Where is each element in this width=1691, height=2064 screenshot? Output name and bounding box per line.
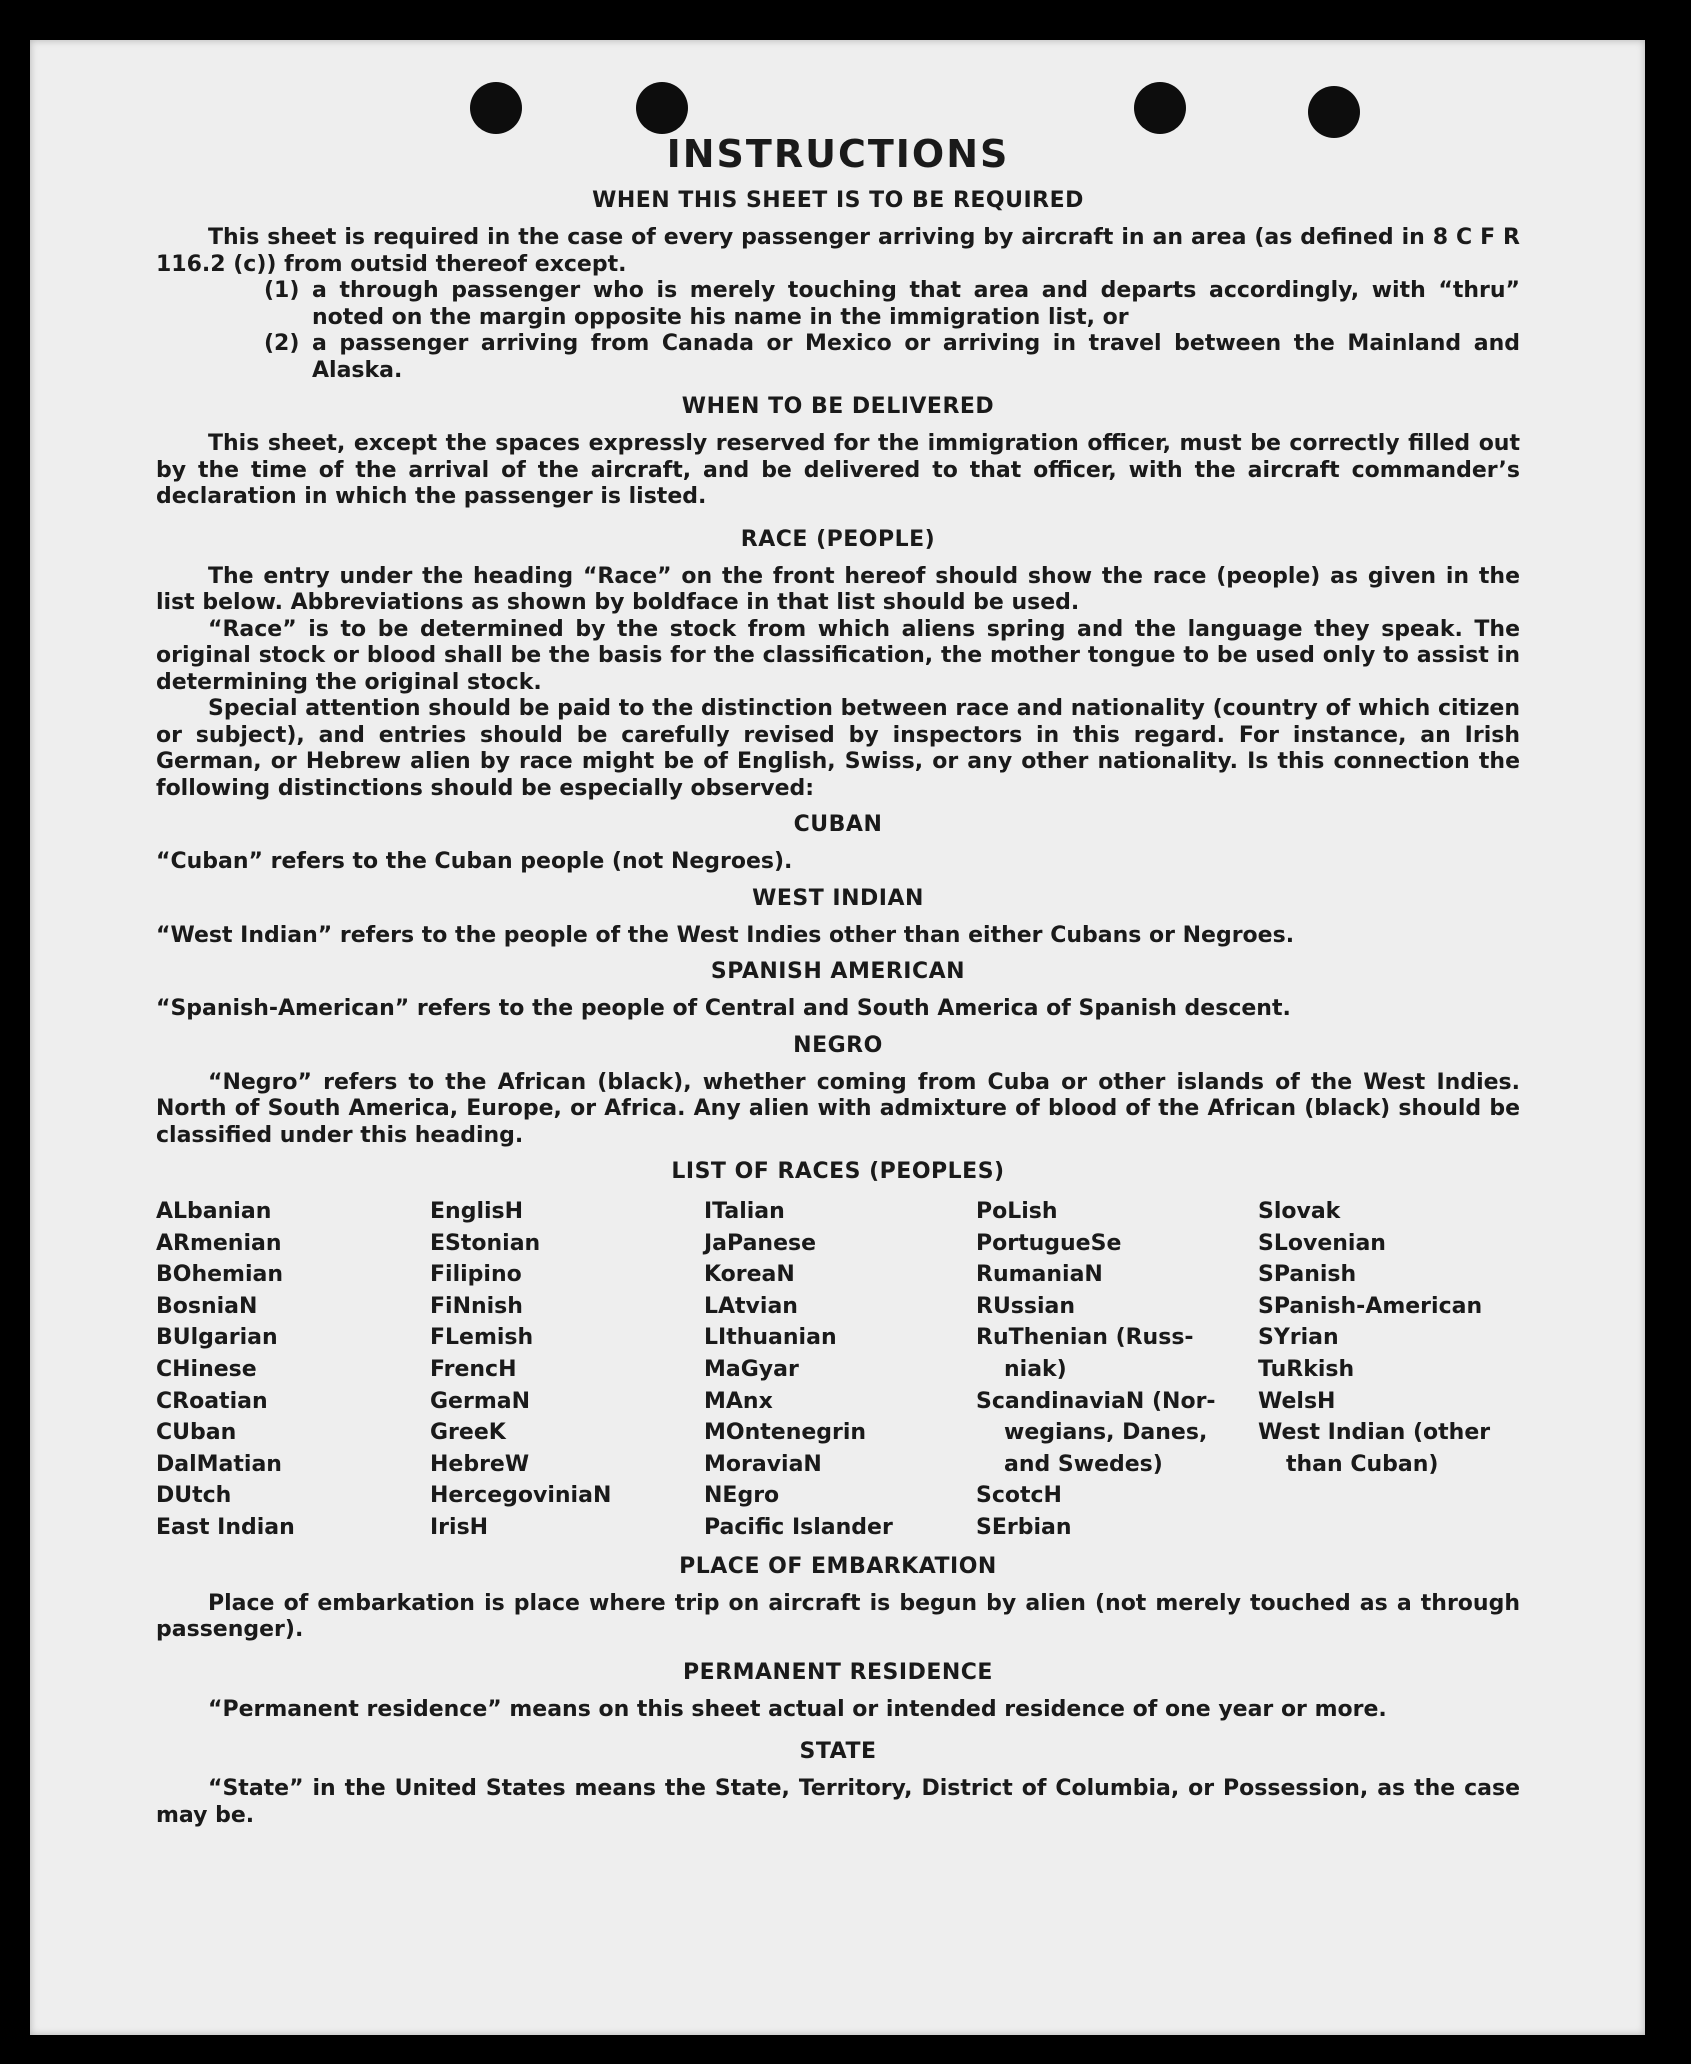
race-entry: CUban [156,1420,237,1446]
section-heading-when-required: WHEN THIS SHEET IS TO BE REQUIRED [592,188,1084,213]
race-entry: wegians, Danes, [1004,1420,1208,1446]
race-entry: GermaN [430,1388,531,1414]
section-heading-list-of-races: LIST OF RACES (PEOPLES) [671,1159,1005,1184]
paragraph: “Cuban” refers to the Cuban people (not Negroes). [156,849,793,874]
race-entry: Slovak [1258,1199,1341,1224]
race-entry: ScotcH [976,1483,1062,1509]
item-text: a passenger arriving from Canada or Mexico or arriving in travel between the Mainland and Alaska. [312,331,1520,383]
punch-hole [636,82,688,134]
race-entry: LIthuanian [704,1325,837,1351]
race-entry: SPanish [1258,1262,1357,1288]
race-entry: SErbian [976,1514,1072,1540]
race-entry: ALbanian [156,1199,272,1224]
races-list [156,1196,1520,1544]
punch-hole [1134,82,1186,134]
race-entry: EStonian [430,1230,541,1256]
paragraph: “Negro” refers to the African (black), whether coming from Cuba or other islands of the West Indies. North of South America, Europe, or Africa. Any alien with admixture of blood of the African (black) should be classified under this heading. [156,1069,1520,1148]
item-text: a through passenger who is merely touching that area and departs accordingly, with “thru” noted on the margin opposite his name in the immigration list, or [312,278,1520,330]
race-entry: BosniaN [156,1293,258,1319]
list-item [156,278,1520,331]
section-heading-spanish-american: SPANISH AMERICAN [710,959,966,984]
race-entry: than Cuban) [1286,1451,1439,1477]
punch-hole [470,82,522,134]
race-entry: SYrian [1258,1325,1339,1351]
instructions-body [156,132,1520,1829]
section-heading-embarkation: PLACE OF EMBARKATION [679,1553,997,1579]
section-heading-state: STATE [799,1739,877,1765]
race-entry: LAtvian [704,1293,798,1319]
race-entry: WelsH [1258,1388,1336,1414]
races-column [430,1196,704,1544]
paragraph: This sheet, except the spaces expressly reserved for the immigration officer, must be correctly filled out by the time of the arrival of the aircraft, and be delivered to that officer, with the aircraft commander’s declaration in which the passenger is listed. [156,431,1520,509]
paragraph: Place of embarkation is place where trip on aircraft is begun by alien (not merely touched as a through passenger). [156,1590,1520,1643]
section-heading-when-delivered: WHEN TO BE DELIVERED [681,394,995,419]
page-title: INSTRUCTIONS [666,132,1010,176]
paragraph: “Spanish-American” refers to the people of Central and South America of Spanish descent. [156,996,1291,1021]
races-column [976,1196,1258,1544]
race-entry: PoLish [976,1199,1058,1224]
race-entry: MAnx [704,1388,773,1414]
section-heading-west-indian: WEST INDIAN [752,885,924,911]
section-heading-race: RACE (PEOPLE) [740,526,936,552]
paragraph: Special attention should be paid to the distinction between race and nationality (country of which citizen or subject), and entries should be carefully revised by inspectors in this regard. For instance, an Irish German, or Hebrew alien by race might be of English, Swiss, or any other nationality. Is this connection the following distinctions should be especially observed: [156,696,1520,801]
paragraph: This sheet is required in the case of every passenger arriving by aircraft in an area (as defined in 8 C F R 116.2 (c)) from outsid thereof except. [156,225,1520,277]
paragraph: “State” in the United States means the State, Territory, District of Columbia, or Possession, as the case may be. [156,1776,1520,1828]
race-entry: MOntenegrin [704,1420,867,1446]
race-entry: CRoatian [156,1388,268,1414]
races-column [1258,1196,1520,1544]
race-entry: BUlgarian [156,1325,278,1351]
race-entry: DUtch [156,1483,232,1509]
race-entry: RumaniaN [976,1262,1103,1288]
race-entry: BOhemian [156,1262,284,1288]
punch-hole [1308,86,1360,138]
race-entry: Pacific Islander [704,1514,893,1540]
race-entry: and Swedes) [1004,1451,1163,1477]
race-entry: JaPanese [704,1230,817,1256]
race-entry: KoreaN [704,1262,795,1288]
race-entry: FiNnish [430,1293,523,1319]
race-entry: ITalian [704,1199,785,1224]
race-entry: East Indian [156,1514,295,1540]
races-column [156,1196,430,1544]
race-entry: HercegoviniaN [430,1483,612,1509]
section-heading-cuban: CUBAN [793,812,883,837]
section-heading-negro: NEGRO [793,1032,883,1058]
race-entry: MaGyar [704,1356,799,1382]
race-entry: RuThenian (Russ- [976,1325,1194,1351]
list-item [156,331,1520,384]
item-number: (1) [264,278,300,303]
race-entry: GreeK [430,1420,506,1446]
race-entry: ARmenian [156,1230,282,1256]
paragraph: “Race” is to be determined by the stock from which aliens spring and the language they speak. The original stock or blood shall be the basis for the classification, the mother tongue to be used only to assist in determining the original stock. [156,616,1520,695]
race-entry: RUssian [976,1293,1076,1319]
race-entry: CHinese [156,1356,257,1382]
document-sheet [30,40,1645,2035]
race-entry: SPanish-American [1258,1293,1483,1319]
races-column [704,1196,976,1544]
item-number: (2) [264,331,300,356]
race-entry: niak) [1004,1356,1067,1382]
race-entry: TuRkish [1258,1356,1355,1382]
race-entry: IrisH [430,1514,489,1540]
race-entry: EnglisH [430,1199,524,1224]
race-entry: NEgro [704,1483,780,1509]
race-entry: FrencH [430,1356,517,1382]
race-entry: Filipino [430,1262,522,1288]
race-entry: MoraviaN [704,1451,822,1477]
race-entry: ScandinaviaN (Nor- [976,1388,1216,1414]
race-entry: FLemish [430,1325,534,1351]
race-entry: PortugueSe [976,1230,1122,1256]
paragraph: “Permanent residence” means on this sheet actual or intended residence of one year or more. [208,1696,1387,1722]
paragraph: The entry under the heading “Race” on the front hereof should show the race (people) as given in the list below. Abbreviations as shown by boldface in that list should be used. [156,563,1520,615]
race-entry: DalMatian [156,1451,282,1477]
paragraph: “West Indian” refers to the people of the West Indies other than either Cubans or Negroes. [156,922,1295,948]
race-entry: West Indian (other [1258,1420,1491,1446]
race-entry: SLovenian [1258,1230,1386,1256]
race-entry: HebreW [430,1451,530,1477]
section-heading-residence: PERMANENT RESIDENCE [683,1659,993,1685]
